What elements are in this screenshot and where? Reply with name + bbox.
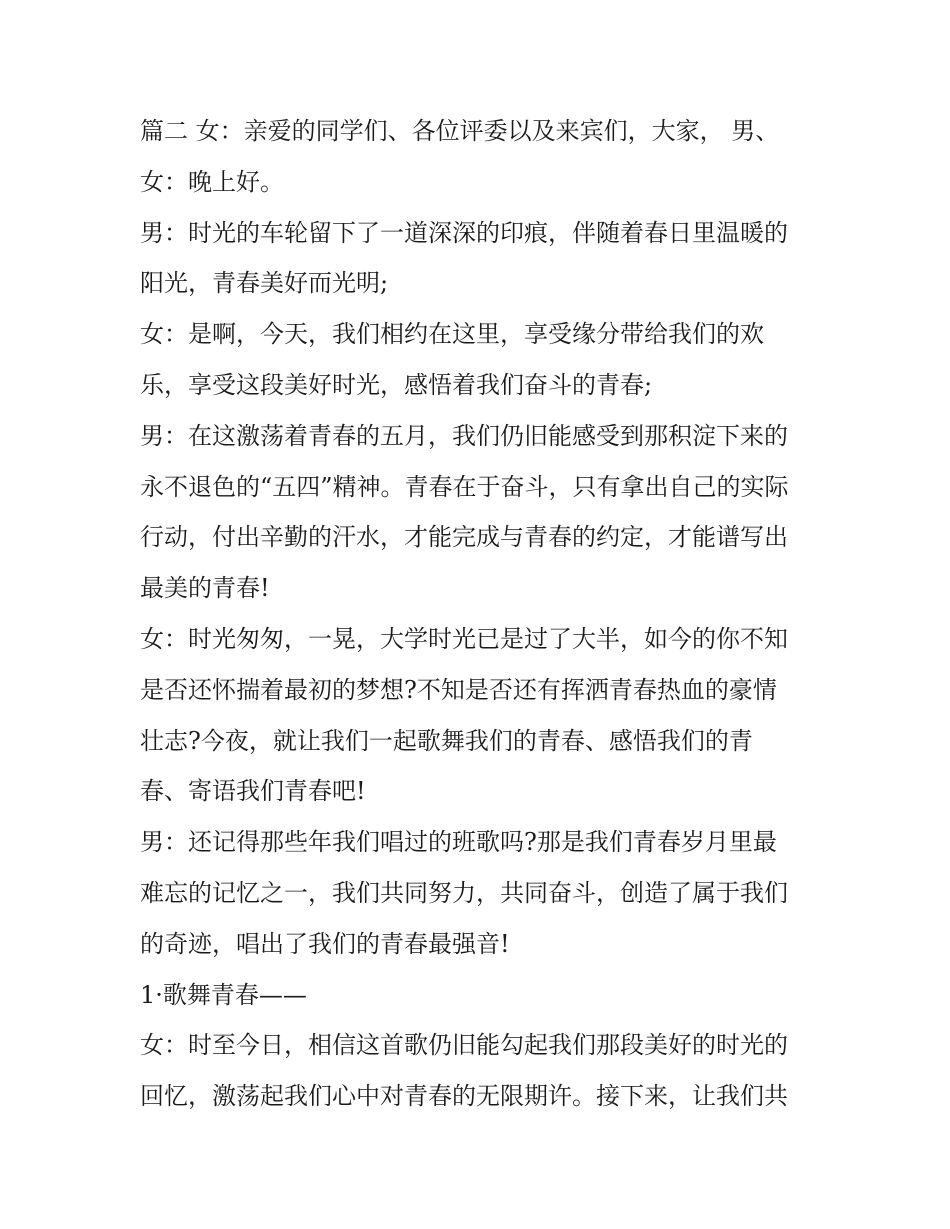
text-line: 难忘的记忆之一，我们共同努力，共同奋斗，创造了属于我们 [140,878,788,907]
text-line: 女：时光匆匆，一晃，大学时光已是过了大半，如今的你不知 [140,624,788,653]
text-line: 篇二 女：亲爱的同学们、各位评委以及来宾们，大家， 男、 [140,117,780,145]
text-line: 男：在这激荡着青春的五月，我们仍旧能感受到那积淀下来的 [140,421,788,450]
text-line: 阳光，青春美好而光明; [140,269,389,298]
text-line: 壮志?今夜，就让我们一起歌舞我们的青春、感悟我们的青 [140,726,753,755]
text-line: 男：时光的车轮留下了一道深深的印痕，伴随着春日里温暖的 [140,218,788,247]
text-line: 女：时至今日，相信这首歌仍旧能勾起我们那段美好的时光的 [140,1031,788,1060]
text-line: 乐，享受这段美好时光，感悟着我们奋斗的青春; [140,370,653,399]
text-line: 女：是啊，今天，我们相约在这里，享受缘分带给我们的欢 [140,320,764,349]
text-line: 行动，付出辛勤的汗水，才能完成与青春的约定，才能谱写出 [140,523,788,552]
section-heading: 1·歌舞青春—— [140,980,307,1009]
text-line: 的奇迹，唱出了我们的青春最强音! [140,929,510,958]
text-line: 男：还记得那些年我们唱过的班歌吗?那是我们青春岁月里最 [140,828,777,857]
text-line: 女：晚上好。 [140,167,284,196]
text-line: 永不退色的“五四”精神。青春在于奋斗，只有拿出自己的实际 [140,472,789,501]
document-text [140,106,830,1122]
text-line: 最美的青春! [140,574,270,603]
text-line: 回忆，激荡起我们心中对青春的无限期许。接下来，让我们共 [140,1082,788,1111]
text-line: 是否还怀揣着最初的梦想?不知是否还有挥洒青春热血的豪情 [140,675,777,704]
text-line: 春、寄语我们青春吧! [140,777,366,806]
